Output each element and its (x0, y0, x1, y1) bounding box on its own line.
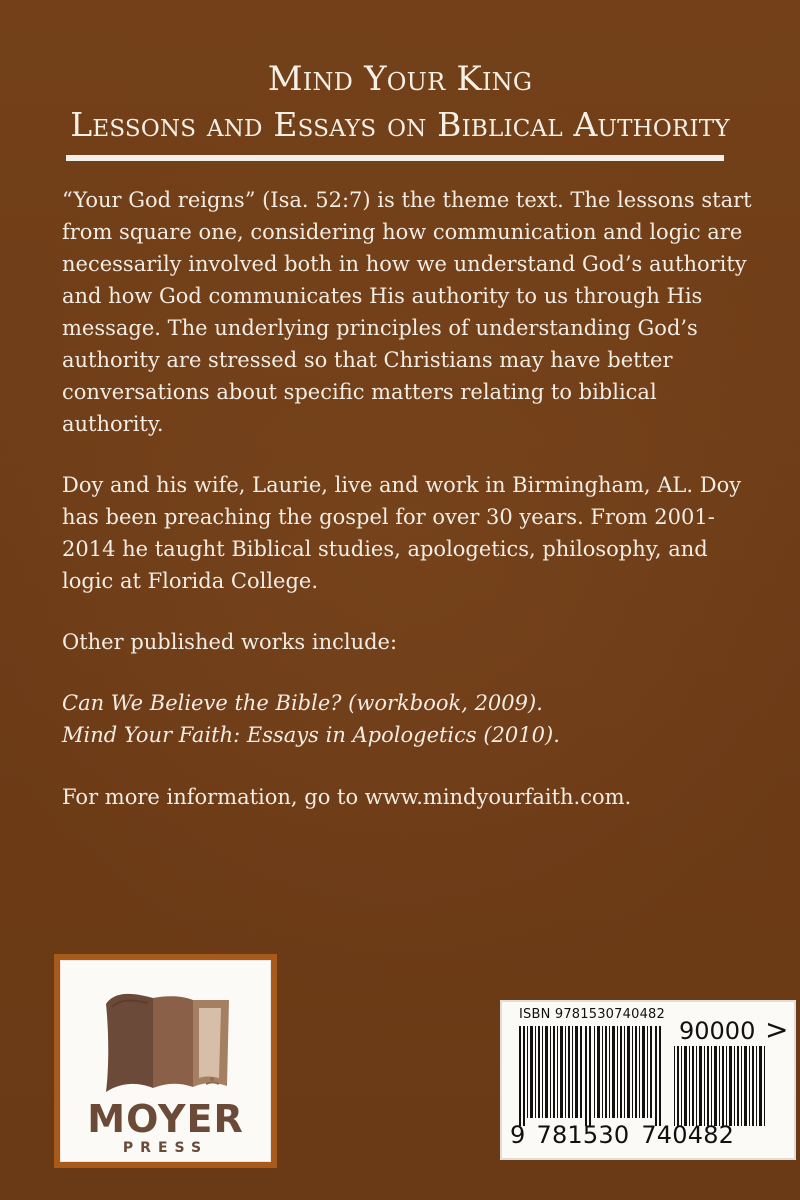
title-block (0, 58, 800, 145)
publisher-name: MOYER (87, 1097, 244, 1141)
published-works-list (62, 687, 752, 751)
title-divider (66, 155, 724, 161)
published-work-item: Mind Your Faith: Essays in Apologetics (2010). (62, 723, 560, 747)
website-information: For more information, go to www.mindyourfaith.com. (62, 785, 632, 809)
price-arrow: > (765, 1013, 789, 1046)
barcode-group-2: 740482 (641, 1121, 735, 1149)
published-work-item: Can We Believe the Bible? (workbook, 2009). (62, 691, 543, 715)
other-works-intro: Other published works include: (62, 630, 398, 654)
barcode-group-1: 781530 (536, 1121, 630, 1149)
summary-paragraph: “Your God reigns” (Isa. 52:7) is the theme text. The lessons start from square one, considering how communication and logic are necessarily involved both in how we understand God’s authority and how God communicates His authority to us through His message. The underlying principles of understanding God’s authority are stressed so that Christians may have better conversations about specific matters relating to biblical authority. (62, 188, 752, 436)
description-text-block (62, 184, 752, 842)
book-pages-logo-icon (90, 976, 250, 1098)
main-barcode (519, 1026, 665, 1126)
barcode-lead-digit: 9 (510, 1121, 526, 1149)
price-code: 90000 (679, 1017, 756, 1045)
isbn-barcode-panel (500, 1000, 796, 1160)
addon-barcode (674, 1046, 770, 1126)
book-title: Mind Your King (267, 59, 533, 99)
publisher-subtitle: PRESS (122, 1140, 209, 1156)
isbn-label: ISBN 9781530740482 (519, 1007, 665, 1022)
book-subtitle: Lessons and Essays on Biblical Authority (70, 104, 730, 144)
publisher-logo-panel (54, 954, 277, 1168)
barcode-number (510, 1123, 734, 1147)
author-bio-paragraph: Doy and his wife, Laurie, live and work in Birmingham, AL. Doy has been preaching the gospel for over 30 years. From 2001-2014 he taught Biblical studies, apologetics, philosophy, and logic at Florida College. (62, 473, 742, 593)
